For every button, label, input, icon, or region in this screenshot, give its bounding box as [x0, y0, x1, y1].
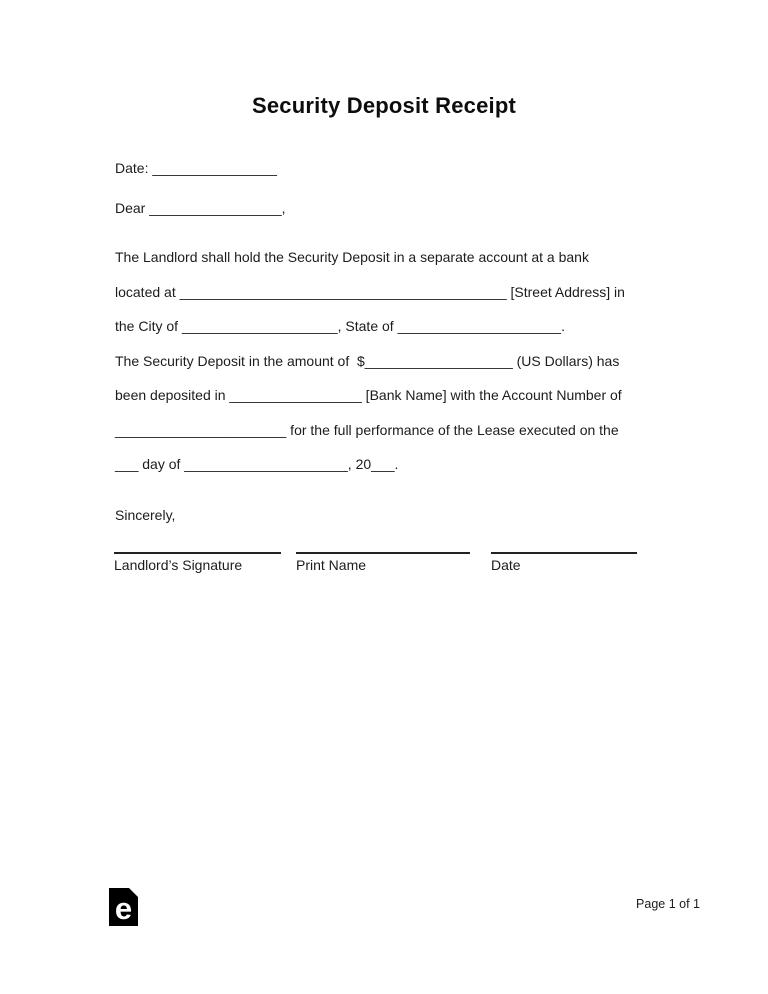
body-line-bank-name-blank: been deposited in _________________ [Bank Name] with the Account Number of	[115, 387, 622, 403]
body-line-city-state-blank: the City of ____________________, State of _____________________.	[115, 318, 565, 334]
signature-label: Date	[491, 557, 521, 573]
body-line: The Landlord shall hold the Security Deposit in a separate account at a bank	[115, 249, 589, 265]
paragraph-deposit-details	[115, 344, 625, 482]
paragraph-account-holding	[115, 240, 625, 344]
body-line-amount-blank: The Security Deposit in the amount of $___________________ (US Dollars) has	[115, 352, 620, 369]
signature-block	[114, 540, 637, 573]
salutation-line: Dear _________________,	[115, 200, 286, 216]
signature-label: Print Name	[296, 557, 367, 573]
closing-text: Sincerely,	[115, 507, 176, 523]
signature-line	[114, 540, 281, 554]
print-name-field	[296, 540, 470, 573]
signature-line	[491, 540, 637, 554]
logo-letter: e	[114, 891, 133, 926]
page-indicator: Page 1 of 1	[636, 897, 700, 911]
signature-label: Landlord’s Signature	[114, 557, 243, 573]
date-blank-line: Date: ________________	[115, 160, 277, 176]
body-line-lease-date-blank: ___ day of _____________________, 20___.	[115, 456, 399, 472]
date-signed-field	[491, 540, 637, 573]
body-line-street-address-blank: located at __________________________________________ [Street Address] in	[115, 283, 625, 300]
signature-line	[296, 540, 470, 554]
eforms-document-logo-icon	[109, 888, 138, 926]
body-text	[115, 240, 625, 482]
page-title: Security Deposit Receipt	[252, 93, 516, 118]
body-line-account-number-blank: ______________________ for the full performance of the Lease executed on the	[115, 421, 619, 438]
landlord-signature-field	[114, 540, 281, 573]
